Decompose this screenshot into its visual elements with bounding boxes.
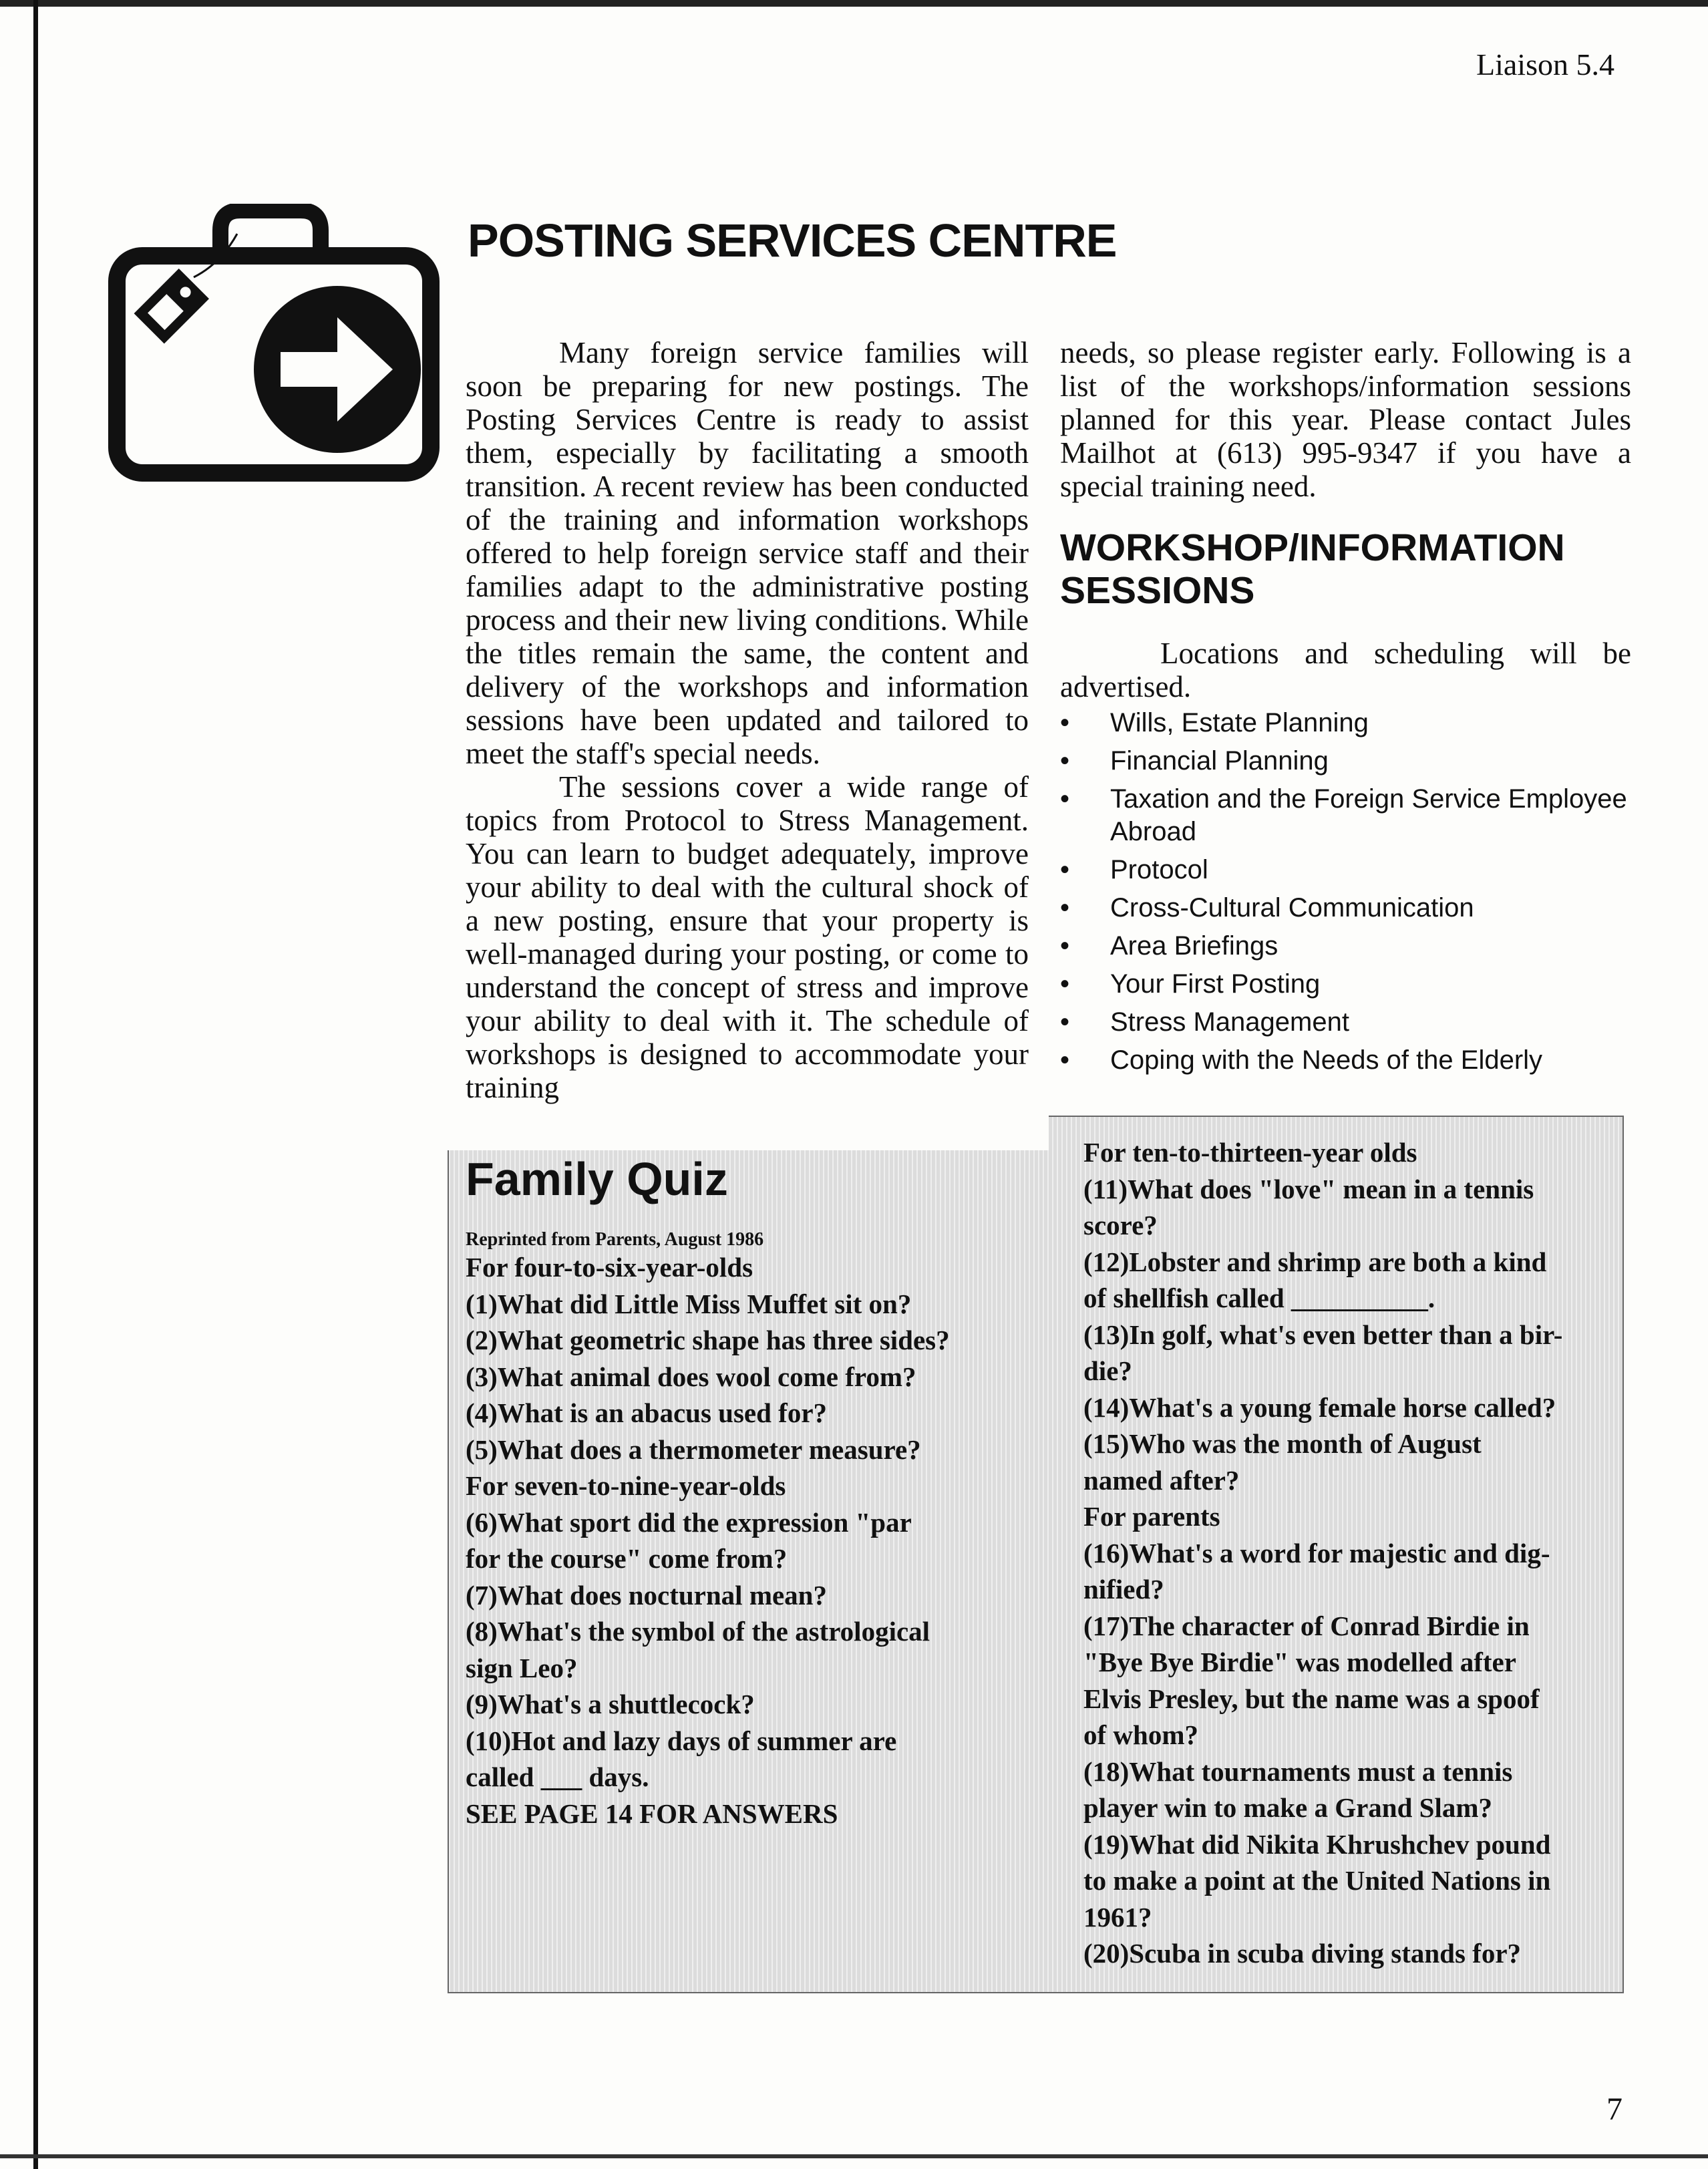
quiz-column-right [1083,1134,1618,1972]
list-item: • Financial Planning [1060,745,1648,778]
quiz-source: Reprinted from Parents, August 1986 [466,1229,764,1250]
article-column-2 [1060,336,1631,503]
quiz-line: For four-to-six-year-olds [466,1252,753,1283]
article-paragraph-2: The sessions cover a wide range of topics from Protocol to Stress Management. You can learn to budget adequately, improve your ability to deal with the cultural shock of a new posting, ensure that your property is well-managed during your posting, or come to understand the concept of stress and improve your ability to deal with it. The schedule of workshops is designed to accommodate your training [466,770,1029,1104]
quiz-line: (5)What does a thermometer measure? [466,1434,921,1465]
quiz-line: (1)What did Little Miss Muffet sit on? [466,1288,912,1319]
page-left-edge [33,0,38,2169]
quiz-line: (20)Scuba in scuba diving stands for? [1083,1938,1522,1969]
sessions-intro-text: Locations and scheduling will be advertised. [1060,637,1631,703]
quiz-line: (3)What animal does wool come from? [466,1361,916,1392]
quiz-column-left [466,1249,1000,1832]
list-item: • Area Briefings [1060,930,1648,963]
page-bottom-edge [0,2154,1708,2158]
page-top-edge [0,0,1708,7]
quiz-line: sign Leo? [466,1652,578,1683]
quiz-line: (2)What geometric shape has three sides? [466,1325,950,1355]
bullet-icon: • [1060,931,1070,961]
quiz-line: of whom? [1083,1719,1198,1750]
article-column-1 [466,336,1029,1104]
quiz-line: (4)What is an abacus used for? [466,1397,828,1428]
quiz-line: (7)What does nocturnal mean? [466,1579,827,1611]
quiz-line: (14)What's a young female horse called? [1083,1391,1556,1423]
bullet-icon: • [1060,1045,1070,1075]
quiz-line: For seven-to-nine-year-olds [466,1470,786,1501]
quiz-line: of shellfish called __________. [1083,1283,1435,1313]
quiz-line: 1961? [1083,1901,1152,1933]
quiz-line: (16)What's a word for majestic and dig- [1083,1537,1550,1568]
quiz-line: (6)What sport did the expression "par [466,1506,912,1538]
quiz-box-notch [374,1109,1049,1150]
quiz-line: nified? [1083,1574,1164,1605]
page-number: 7 [1606,2092,1622,2127]
quiz-line: to make a point at the United Nations in [1083,1865,1551,1896]
quiz-title: Family Quiz [466,1153,728,1205]
quiz-line: (15)Who was the month of August [1083,1428,1482,1459]
quiz-line: player win to make a Grand Slam? [1083,1792,1492,1823]
list-item: • Taxation and the Foreign Service Employee Abroad [1060,784,1627,846]
quiz-line: (10)Hot and lazy days of summer are [466,1725,897,1756]
quiz-line: (19)What did Nikita Khrushchev pound [1083,1828,1551,1860]
list-item: • Cross-Cultural Communication [1060,892,1648,925]
quiz-line: Elvis Presley, but the name was a spoof [1083,1683,1540,1714]
running-header: Liaison 5.4 [1476,47,1614,81]
bullet-icon: • [1060,855,1070,884]
article-paragraph-3: needs, so please register early. Following is a list of the workshops/information sessions planned for this year. Please contact Jules Mailhot at (613) 995-9347 if you have a special training need. [1060,336,1631,503]
quiz-line: For ten-to-thirteen-year olds [1083,1137,1417,1168]
bullet-icon: • [1060,1007,1070,1037]
quiz-line: (12)Lobster and shrimp are both a kind [1083,1246,1547,1277]
quiz-line: SEE PAGE 14 FOR ANSWERS [466,1798,838,1829]
quiz-line: for the course" come from? [466,1543,788,1574]
list-item: • Wills, Estate Planning [1060,707,1648,739]
list-item: • Protocol [1060,854,1648,886]
quiz-line: (8)What's the symbol of the astrological [466,1616,930,1647]
bullet-icon: • [1060,969,1070,999]
quiz-line: score? [1083,1210,1158,1240]
quiz-line: (13)In golf, what's even better than a bir- [1083,1319,1563,1350]
list-item: • Coping with the Needs of the Elderly [1060,1044,1648,1077]
article-title: POSTING SERVICES CENTRE [468,214,1117,267]
quiz-line: For parents [1083,1501,1220,1532]
list-item: • Your First Posting [1060,968,1648,1001]
suitcase-arrow-icon [107,204,441,484]
bullet-icon: • [1060,893,1070,923]
article-paragraph-1: Many foreign service families will soon be preparing for new postings. The Posting Services Centre is ready to assist them, especially by facilitating a smooth transition. A recent review has been conducted of the training and information workshops offered to help foreign service staff and their families adapt to the administrative posting process and their new living conditions. While the titles remain the same, the content and delivery of the workshops and information sessions have been updated and tailored to meet the staff's special needs. [466,336,1029,770]
quiz-line: named after? [1083,1464,1240,1496]
sessions-list [1060,707,1648,1082]
quiz-line: (9)What's a shuttlecock? [466,1689,755,1719]
quiz-line: (17)The character of Conrad Birdie in [1083,1610,1530,1641]
sessions-intro [1060,637,1631,703]
bullet-icon: • [1060,784,1070,814]
sessions-heading: WORKSHOP/INFORMATION SESSIONS [1060,526,1565,612]
quiz-line: (11)What does "love" mean in a tennis [1083,1173,1534,1204]
bullet-icon: • [1060,708,1070,737]
quiz-line: die? [1083,1355,1132,1386]
quiz-line: "Bye Bye Birdie" was modelled after [1083,1647,1516,1677]
quiz-line: called ___ days. [466,1762,649,1792]
quiz-line: (18)What tournaments must a tennis [1083,1756,1513,1787]
bullet-icon: • [1060,746,1070,776]
list-item: • Stress Management [1060,1006,1648,1039]
